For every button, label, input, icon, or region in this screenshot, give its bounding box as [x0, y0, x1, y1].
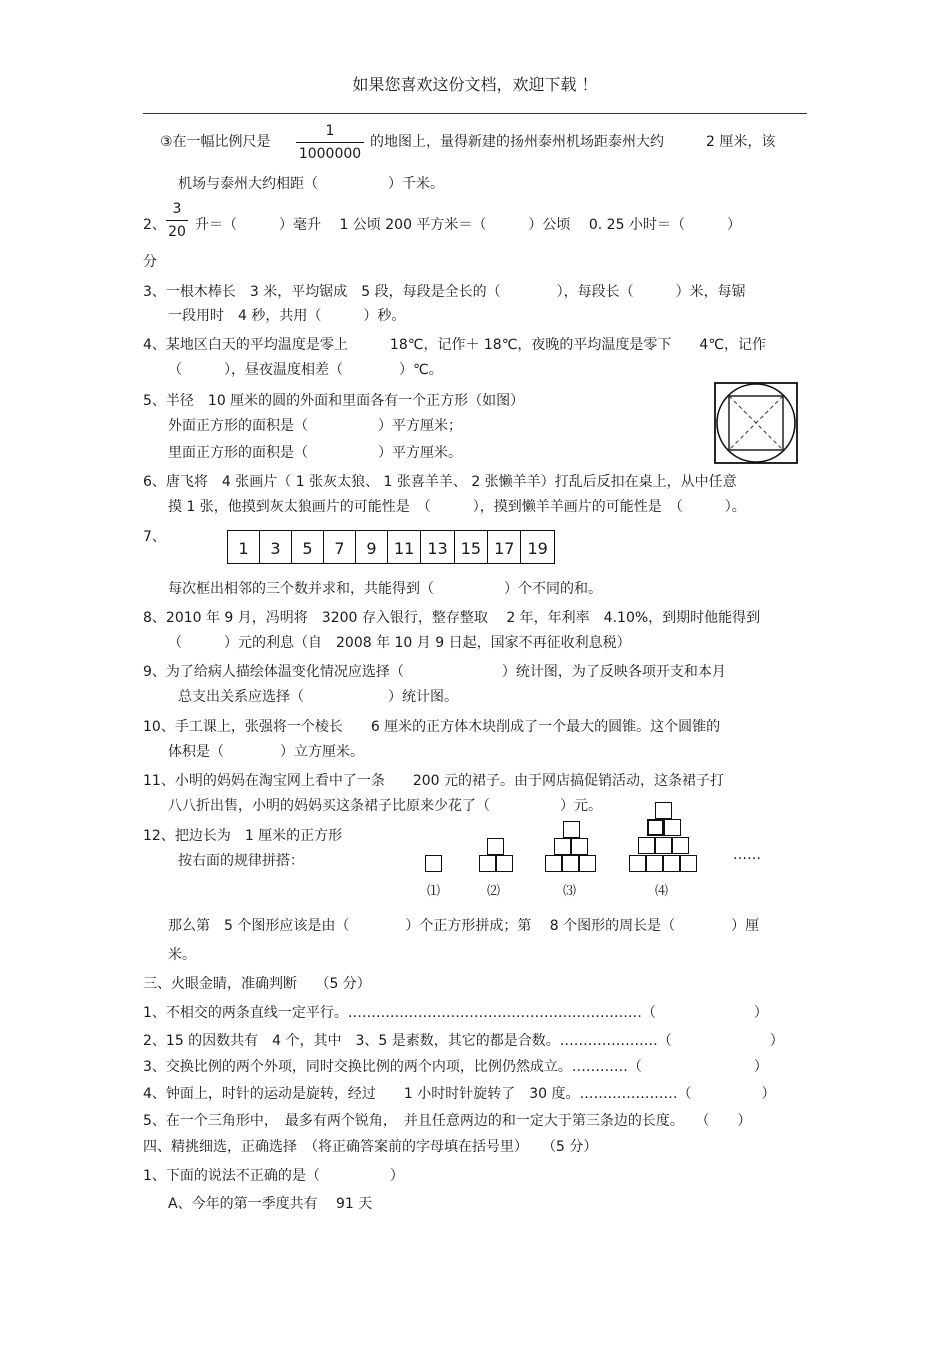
fraction-bar [296, 142, 364, 143]
q9-line-a: 9、为了给病人描绘体温变化情况应选择（ ）统计图，为了反映各项开支和本月 [143, 664, 726, 680]
q5-line-b: 外面正方形的面积是（ ）平方厘米； [168, 418, 462, 434]
q2-fraction [166, 200, 188, 241]
choice-item-1-option-a: A、今年的第一季度共有 91 天 [168, 1196, 373, 1212]
q6-line-b: 摸 1 张，他摸到灰太狼画片的可能性是 （ ），摸到懒羊羊画片的可能性是 （ ）。 [168, 499, 746, 515]
number-cell: 5 [292, 531, 324, 563]
unit-square [647, 819, 664, 836]
q8-line-a: 8、2010 年 9 月，冯明将 3200 存入银行，整存整取 2 年，年利率 4.10%，到期时他能得到 [143, 610, 761, 626]
unit-square [638, 837, 655, 854]
scale-fraction-denominator: 1000000 [298, 146, 362, 162]
q12-line-a: 12、把边长为 1 厘米的正方形 [143, 828, 343, 844]
q3-line-b: 一段用时 4 秒，共用（ ）秒。 [168, 308, 406, 324]
q2-fraction-numerator: 3 [172, 201, 182, 217]
number-cell: 1 [228, 531, 260, 563]
q10-line-a: 10、手工课上，张强将一个棱长 6 厘米的正方体木块削成了一个最大的圆锥。这个圆锥的 [143, 719, 721, 735]
q9-line-b: 总支出关系应选择（ ）统计图。 [178, 689, 458, 705]
unit-square [562, 855, 579, 872]
scale-fraction [296, 122, 364, 163]
q3-line-a: 3、一根木棒长 3 米，平均锯成 5 段，每段是全长的（ ），每段长（ ）米，每锯 [143, 284, 746, 300]
q5-line-a: 5、半径 10 厘米的圆的外面和里面各有一个正方形（如图） [143, 393, 525, 409]
q-scale-line-a-pre: ③在一幅比例尺是 [160, 134, 271, 150]
number-cell: 11 [388, 531, 421, 563]
section-3-title: 三、火眼金睛，准确判断 （5 分） [143, 976, 371, 992]
unit-square [680, 855, 697, 872]
q2-number: 2、 [143, 217, 166, 233]
fraction-bar [166, 220, 188, 221]
unit-square [672, 837, 689, 854]
figure-label: ⑵ [487, 884, 501, 899]
unit-square [571, 838, 588, 855]
number-cell: 7 [324, 531, 356, 563]
unit-square [646, 855, 663, 872]
unit-square [655, 802, 672, 819]
scale-fraction-numerator: 1 [325, 123, 335, 139]
unit-square [663, 855, 680, 872]
q2-text: 升＝（ ）毫升 1 公顷 200 平方米＝（ ）公顷 0. 25 小时＝（ ） [195, 217, 741, 233]
header-divider [143, 113, 807, 114]
unit-square [554, 838, 571, 855]
q2-fraction-denominator: 20 [168, 224, 186, 240]
unit-square [579, 855, 596, 872]
unit-square [545, 855, 562, 872]
number-cell: 9 [356, 531, 388, 563]
q12-line-c: 那么第 5 个图形应该是由（ ）个正方形拼成；第 8 个图形的周长是（ ）厘 [168, 918, 760, 934]
number-cell: 17 [488, 531, 521, 563]
unit-square [487, 838, 504, 855]
unit-square [425, 855, 442, 872]
q6-line-a: 6、唐飞将 4 张画片（ 1 张灰太狼、 1 张喜羊羊、 2 张懒羊羊）打乱后反扣在桌上，从中任意 [143, 474, 737, 490]
pattern-ellipsis: …… [733, 847, 761, 863]
unit-square [629, 855, 646, 872]
q4-line-b: （ ），昼夜温度相差（ ）℃。 [168, 362, 443, 378]
unit-square [655, 837, 672, 854]
judgment-item-5: 5、在一个三角形中， 最多有两个锐角， 并且任意两边的和一定大于第三条边的长度。 （ ） [143, 1113, 752, 1129]
number-sequence-box [227, 530, 555, 564]
choice-item-1: 1、下面的说法不正确的是（ ） [143, 1168, 404, 1184]
q10-line-b: 体积是（ ）立方厘米。 [168, 744, 364, 760]
judgment-item-4: 4、钟面上，时针的运动是旋转，经过 1 小时时针旋转了 30 度。…………………（ ） [143, 1086, 776, 1102]
unit-square [664, 819, 681, 836]
number-cell: 13 [421, 531, 454, 563]
figure-label: ⑴ [427, 884, 441, 899]
unit-square [496, 855, 513, 872]
unit-square [479, 855, 496, 872]
q5-line-c: 里面正方形的面积是（ ）平方厘米。 [168, 445, 462, 461]
circle-square-figure [714, 382, 798, 464]
q12-line-b: 按右面的规律拼搭： [178, 853, 304, 869]
q11-line-a: 11、小明的妈妈在淘宝网上看中了一条 200 元的裙子。由于网店搞促销活动，这条裙子打 [143, 773, 724, 789]
q4-line-a: 4、某地区白天的平均温度是零上 18℃，记作＋ 18℃，夜晚的平均温度是零下 4℃，记作 [143, 337, 767, 353]
unit-square [563, 821, 580, 838]
number-cell: 15 [455, 531, 488, 563]
q-scale-line-b: 机场与泰州大约相距（ ）千米。 [178, 176, 444, 192]
q-scale-line-a-post: 的地图上，量得新建的扬州泰州机场距泰州大约 2 厘米，该 [370, 134, 776, 150]
q8-line-b: （ ）元的利息（自 2008 年 10 月 9 日起，国家不再征收利息税） [168, 635, 631, 651]
figure-label: ⑷ [655, 884, 669, 899]
q7-line-b: 每次框出相邻的三个数并求和，共能得到（ ）个不同的和。 [168, 581, 602, 597]
judgment-item-3: 3、交换比例的两个外项，同时交换比例的两个内项，比例仍然成立。…………（ ） [143, 1059, 768, 1075]
q7-number: 7、 [143, 529, 166, 545]
q11-line-b: 八八折出售，小明的妈妈买这条裙子比原来少花了（ ）元。 [168, 798, 602, 814]
judgment-item-2: 2、15 的因数共有 4 个，其中 3、5 是素数，其它的都是合数。…………………（ ） [143, 1033, 784, 1049]
number-cell: 3 [260, 531, 292, 563]
judgment-item-1: 1、不相交的两条直线一定平行。………………………………………………………（ ） [143, 1005, 768, 1021]
section-4-title: 四、精挑细选，正确选择 （将正确答案前的字母填在括号里） （5 分） [143, 1139, 598, 1155]
figure-label: ⑶ [563, 884, 577, 899]
document-header-title: 如果您喜欢这份文档，欢迎下载 ！ [352, 75, 598, 94]
number-cell: 19 [527, 539, 548, 558]
q12-line-d: 米。 [168, 947, 196, 963]
q2-continuation: 分 [143, 254, 157, 270]
